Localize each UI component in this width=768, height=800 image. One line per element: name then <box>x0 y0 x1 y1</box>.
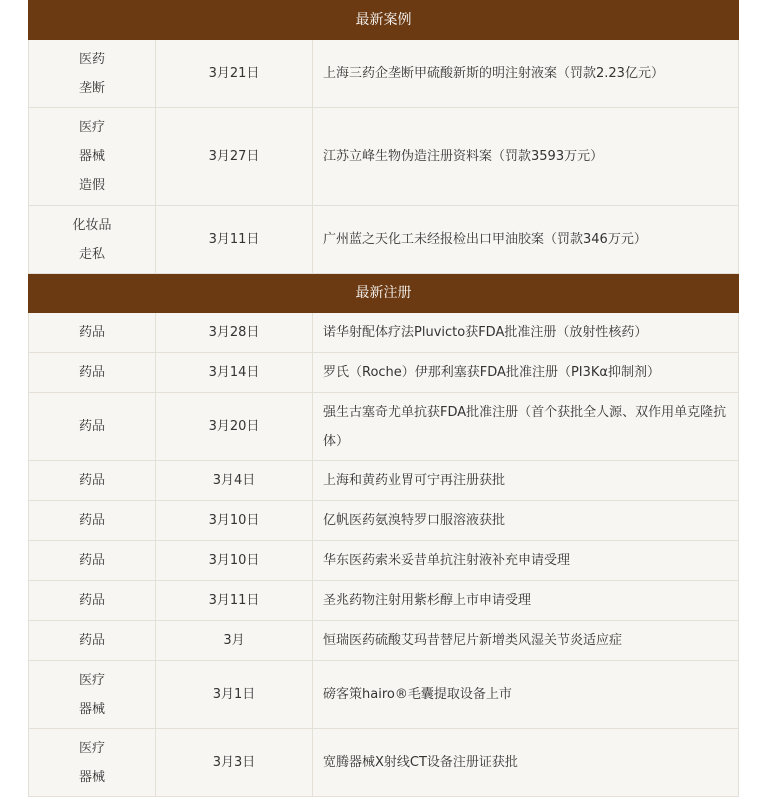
table-row <box>29 393 739 461</box>
category-text: 医疗 <box>78 740 105 756</box>
description-cell: 恒瑞医药硫酸艾玛昔替尼片新增类风湿关节炎适应症 <box>313 621 739 661</box>
date-cell: 3月10日 <box>156 541 313 581</box>
category-text: 药品 <box>78 513 105 528</box>
table-row <box>29 729 739 797</box>
category-text: 器械 <box>78 769 105 785</box>
news-table <box>28 0 739 797</box>
category-cell <box>29 581 156 621</box>
date-cell: 3月27日 <box>156 108 313 206</box>
table-row <box>29 541 739 581</box>
table-row <box>29 661 739 729</box>
section-header <box>29 274 739 313</box>
category-text: 器械 <box>78 149 105 164</box>
category-cell <box>29 661 156 729</box>
description-cell: 强生古塞奇尤单抗获FDA批准注册（首个获批全人源、双作用单克隆抗体） <box>313 393 739 461</box>
description-cell: 华东医药索米妥昔单抗注射液补充申请受理 <box>313 541 739 581</box>
category-cell <box>29 541 156 581</box>
category-text: 药品 <box>78 473 105 488</box>
description-cell: 诺华射配体疗法Pluvicto获FDA批准注册（放射性核药） <box>313 313 739 353</box>
category-cell <box>29 206 156 274</box>
description-cell: 上海三药企垄断甲硫酸新斯的明注射液案（罚款2.23亿元） <box>313 40 739 108</box>
category-cell <box>29 461 156 501</box>
description-cell: 广州蓝之天化工未经报检出口甲油胶案（罚款346万元） <box>313 206 739 274</box>
table-row <box>29 501 739 541</box>
category-text: 药品 <box>78 365 105 380</box>
category-cell <box>29 729 156 797</box>
category-cell <box>29 40 156 108</box>
category-text: 药品 <box>78 419 105 434</box>
date-cell: 3月11日 <box>156 581 313 621</box>
date-cell: 3月28日 <box>156 313 313 353</box>
section-title: 最新案例 <box>29 1 739 40</box>
section-title: 最新注册 <box>29 274 739 313</box>
description-cell: 罗氏（Roche）伊那利塞获FDA批准注册（PI3Kα抑制剂） <box>313 353 739 393</box>
date-cell: 3月1日 <box>156 661 313 729</box>
date-cell: 3月10日 <box>156 501 313 541</box>
date-cell: 3月3日 <box>156 729 313 797</box>
category-text: 医药 <box>78 51 105 67</box>
category-text: 医疗 <box>78 120 105 135</box>
table-row <box>29 353 739 393</box>
table-row <box>29 621 739 661</box>
description-cell: 亿帆医药氨溴特罗口服溶液获批 <box>313 501 739 541</box>
category-cell <box>29 393 156 461</box>
category-cell <box>29 621 156 661</box>
category-text: 走私 <box>78 246 105 262</box>
description-cell: 上海和黄药业胃可宁再注册获批 <box>313 461 739 501</box>
description-cell: 江苏立峰生物伪造注册资料案（罚款3593万元） <box>313 108 739 206</box>
category-cell <box>29 313 156 353</box>
table-row <box>29 581 739 621</box>
category-text: 医疗 <box>78 672 105 688</box>
news-table-container <box>28 0 738 797</box>
date-cell: 3月14日 <box>156 353 313 393</box>
description-cell: 磅客策hairo®毛囊提取设备上市 <box>313 661 739 729</box>
section-header <box>29 1 739 40</box>
table-row <box>29 461 739 501</box>
date-cell: 3月20日 <box>156 393 313 461</box>
category-text: 化妆品 <box>72 217 112 233</box>
date-cell: 3月21日 <box>156 40 313 108</box>
date-cell: 3月11日 <box>156 206 313 274</box>
category-cell <box>29 501 156 541</box>
category-cell <box>29 353 156 393</box>
description-cell: 宽腾器械X射线CT设备注册证获批 <box>313 729 739 797</box>
category-text: 药品 <box>78 633 105 648</box>
category-text: 造假 <box>78 178 105 193</box>
table-row <box>29 313 739 353</box>
category-text: 垄断 <box>78 80 105 96</box>
category-cell <box>29 108 156 206</box>
date-cell: 3月4日 <box>156 461 313 501</box>
date-cell: 3月 <box>156 621 313 661</box>
category-text: 器械 <box>78 701 105 717</box>
category-text: 药品 <box>78 325 105 340</box>
table-row <box>29 108 739 206</box>
category-text: 药品 <box>78 553 105 568</box>
category-text: 药品 <box>78 593 105 608</box>
table-row <box>29 206 739 274</box>
table-row <box>29 40 739 108</box>
description-cell: 圣兆药物注射用紫杉醇上市申请受理 <box>313 581 739 621</box>
